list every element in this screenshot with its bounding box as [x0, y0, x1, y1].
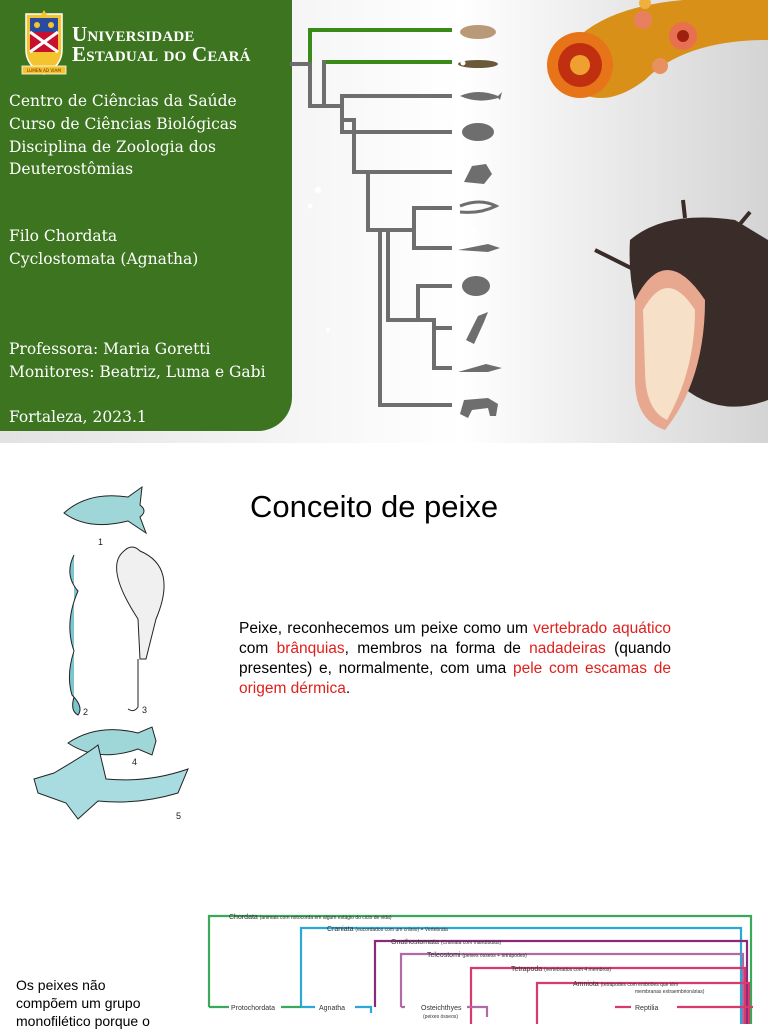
location-date: Fortaleza, 2023.1 — [9, 408, 147, 426]
fish-label-1: 1 — [98, 537, 104, 547]
clado-amniota: Amniota — [573, 981, 599, 988]
monitors-names: Monitores: Beatriz, Luma e Gabi — [9, 363, 266, 381]
clado-gnathostomata: Gnathostomata — [391, 939, 439, 946]
content-slide — [0, 443, 768, 1029]
hagfish-silhouette — [460, 25, 496, 39]
clado-tetrapoda-note: (vertebrados com 4 membros) — [544, 967, 612, 973]
clado-osteichthyes: Osteichthyes — [421, 1005, 462, 1012]
bird-silhouette — [466, 312, 488, 344]
paragraph-text-4: (quando presentes) e, normalmente, com uma — [239, 640, 671, 677]
phylogenetic-tree — [288, 0, 518, 440]
university-logo — [20, 8, 260, 80]
cyclostome-photo — [535, 0, 768, 443]
clado-agnatha: Agnatha — [319, 1005, 346, 1012]
clado-gnathostomata-note: (Craniata com mandíbulas) — [440, 940, 502, 946]
professor-name: Professora: Maria Goretti — [9, 340, 211, 358]
paragraph-text-3: , membros na forma de — [344, 640, 530, 657]
svg-text:Chordata (animais com notocord — [229, 914, 392, 921]
crest-motto: LUMEN AD VIAM — [27, 68, 61, 73]
highlight-dermal-scales: pele com escamas de origem dérmica — [239, 660, 671, 697]
paragraph-text-2: com — [239, 640, 277, 657]
stingray-illustration — [117, 547, 164, 659]
clado-craniata: Craniata — [327, 926, 354, 933]
clado-amniota-note-1: (tetrápodes com embriões que têm — [600, 982, 679, 988]
fish-label-2: 2 — [83, 707, 89, 717]
crest-icon — [20, 10, 68, 76]
seahorse-illustration — [69, 555, 80, 715]
svg-text:Craniata (eucordados com um cr — [327, 926, 448, 933]
university-name-line1: Universidade — [72, 22, 195, 46]
clado-teleostomi: Teleostomi — [427, 952, 461, 959]
svg-text:Gnathostomata (Craniata com ma — [391, 939, 501, 946]
chordate-cladogram — [205, 903, 768, 1024]
university-name-line2: Estadual do Ceará — [72, 42, 251, 66]
clado-craniata-note: (eucordados com um crânio) = Vertebrata — [355, 927, 448, 933]
coelacanth-illustration — [68, 727, 156, 755]
highlight-fins: nadadeiras — [529, 640, 606, 657]
paragraph-text-5: . — [345, 680, 351, 697]
paragraph-text-1: Peixe, reconhecemos um peixe como um — [239, 620, 534, 637]
discipline-line1: Disciplina de Zoologia dos — [9, 138, 216, 156]
clado-chordata: Chordata — [229, 914, 258, 921]
svg-text:Amniota (tetrápodes com embriõ — [573, 981, 678, 988]
center-name: Centro de Ciências da Saúde — [9, 92, 237, 110]
clado-protochordata: Protochordata — [231, 1005, 275, 1012]
snake-silhouette — [460, 202, 496, 212]
fish-label-3: 3 — [142, 705, 148, 715]
slide-title: Conceito de peixe — [250, 489, 499, 524]
title-slide — [0, 0, 768, 443]
highlight-gills: brânquias — [276, 640, 345, 657]
clado-teleostomi-note: (peixes ósseos + tetrápodes) — [462, 953, 527, 959]
fish-silhouette — [462, 123, 494, 141]
fish-illustrations — [28, 483, 208, 833]
phylum-name: Filo Chordata — [9, 227, 118, 245]
fish-label-5: 5 — [176, 811, 182, 821]
mammal-silhouette — [460, 398, 498, 418]
lizard-silhouette — [458, 244, 500, 252]
frog-silhouette — [464, 164, 492, 184]
title-panel — [0, 0, 292, 431]
paraphyly-note: Os peixes não compõem um grupo monofilético porque o — [16, 977, 150, 1029]
svg-text:Teleostomi (peixes ósseos + te — [427, 952, 527, 959]
clado-chordata-note: (animais com notocorda em algum estágio do ciclo de vida) — [259, 915, 392, 921]
clado-tetrapoda: Tetrapoda — [511, 966, 543, 973]
discipline-line2: Deuterostômias — [9, 160, 134, 178]
shark-silhouette — [460, 92, 502, 101]
turtle-silhouette — [462, 276, 490, 296]
hammerhead-shark-illustration — [34, 745, 188, 819]
clado-reptilia: Reptilia — [635, 1005, 659, 1012]
group-name: Cyclostomata (Agnatha) — [9, 250, 199, 268]
highlight-aquatic-vertebrate: vertebrado aquático — [533, 620, 671, 637]
fish-1-illustration — [64, 487, 146, 533]
clado-amniota-note-2: membranas extraembrionárias) — [635, 989, 705, 995]
clado-osteichthyes-note: (peixes ósseos) — [423, 1014, 459, 1020]
fish-definition-paragraph — [239, 619, 671, 699]
course-name: Curso de Ciências Biológicas — [9, 115, 237, 133]
crocodile-silhouette — [458, 364, 502, 372]
university-name — [72, 24, 251, 64]
fish-label-4: 4 — [132, 757, 138, 767]
svg-text:Tetrapoda (vertebrados com 4 m — [511, 966, 611, 973]
